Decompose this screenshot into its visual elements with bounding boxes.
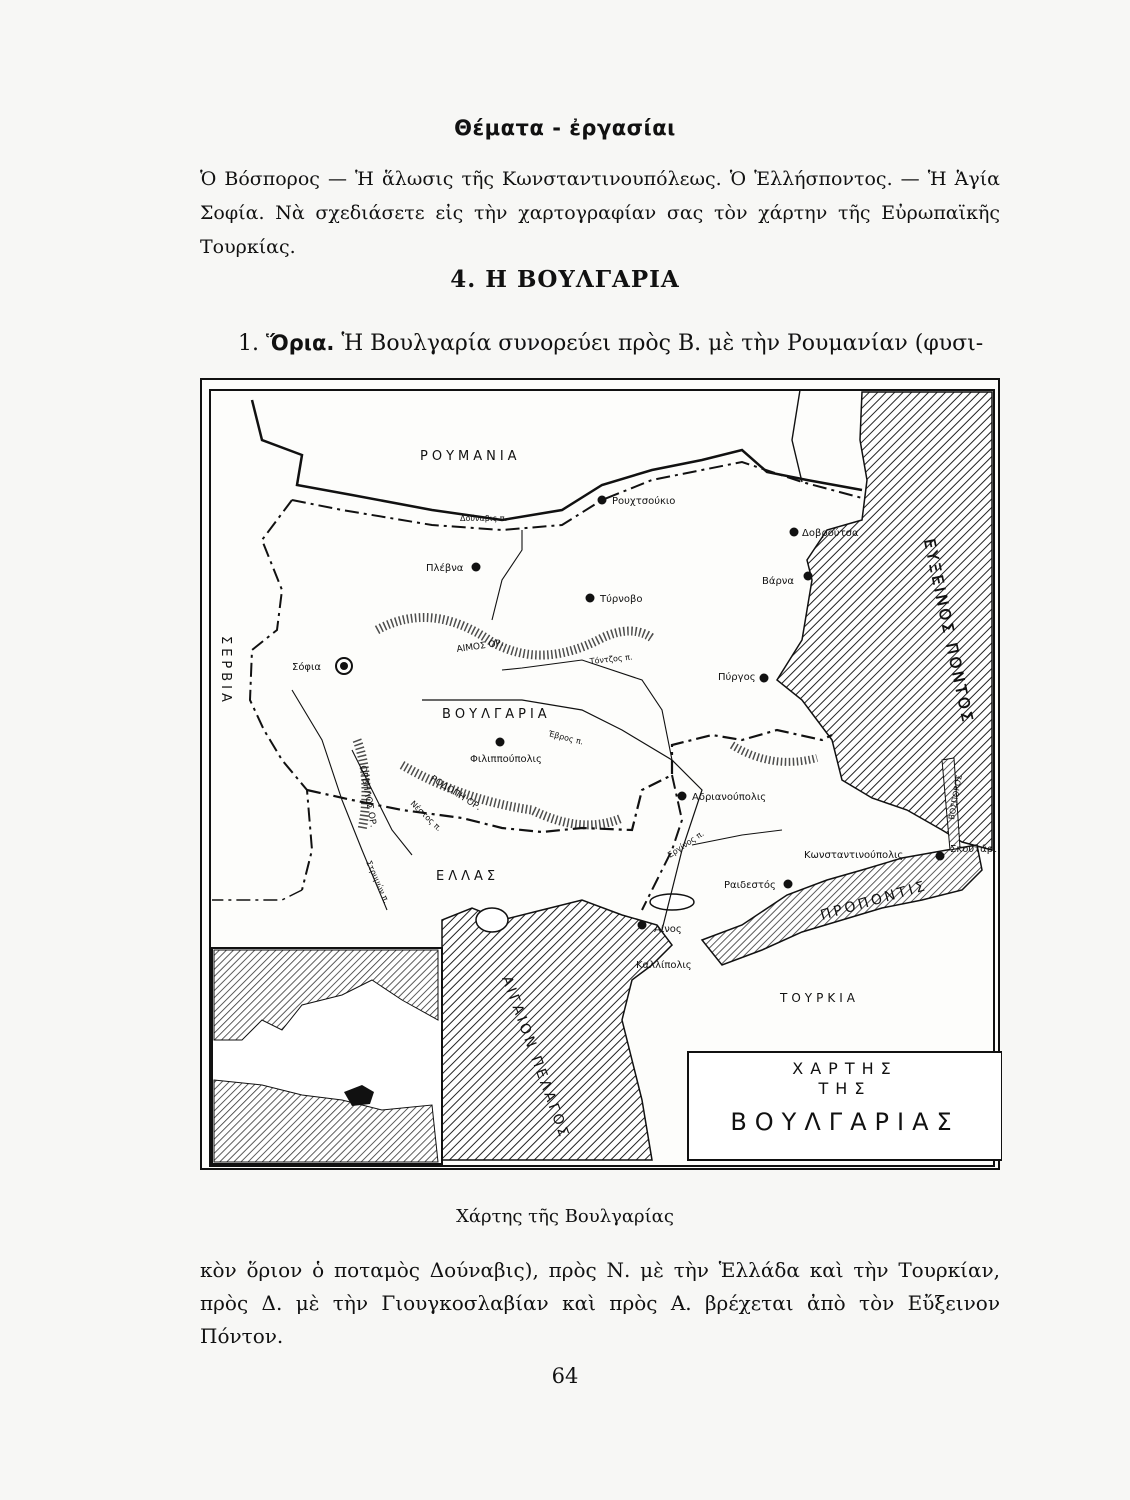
city-marker <box>638 921 647 930</box>
city-marker <box>804 572 813 581</box>
label-constantinople: Κωνσταντινούπολις <box>804 850 904 861</box>
label-tarnovo: Τύρνοβο <box>600 594 643 605</box>
serbia-greece-border <box>212 890 302 900</box>
label-sofia: Σόφια <box>292 662 322 673</box>
haemus-mountains <box>377 618 652 656</box>
romania-border-line <box>792 390 802 482</box>
label-evros: Έβρος π. <box>547 729 585 747</box>
label-adrianople: Αδριανούπολις <box>692 792 767 803</box>
city-marker <box>678 792 687 801</box>
label-haemus: ΑΙΜΟΣ ΟΡ. <box>456 638 505 655</box>
exercises-text: Ὁ Βόσπορος — Ἡ ἅλωσις τῆς Κωνσταντινουπόλεως. Ὁ Ἑλλήσποντος. — Ἡ Ἁγία Σοφία. Νὰ σχεδιάσετε εἰς τὴν χαρτογραφίαν σας τὸν χάρτην τῆς Εὐρωπαϊκῆς Τουρκίας. <box>200 168 1000 258</box>
city-marker <box>472 563 481 572</box>
city-marker <box>586 594 595 603</box>
label-burgas: Πύργος <box>718 672 756 683</box>
erginos-river <box>692 830 782 845</box>
label-plovdiv: Φιλιππούπολις <box>470 754 542 765</box>
section-number: 1. <box>238 331 259 356</box>
city-marker <box>760 674 769 683</box>
label-rodosto: Ραιδεστός <box>724 880 776 891</box>
label-orbelos: ΟΡΒΗΛΟΣ ΟΡ. <box>357 764 378 829</box>
label-marmara: ΠΡΟΠΟΝΤΙΣ <box>818 877 930 924</box>
strandzha-mountains <box>732 745 817 762</box>
label-bosporus: ΒΟΣΠΟΡΟΣ <box>947 774 964 821</box>
label-erginos: Εργίνος π. <box>666 828 706 860</box>
label-varna: Βάρνα <box>762 576 794 587</box>
exercises-title: Θέματα - ἐργασίαι <box>454 116 676 140</box>
borders-paragraph <box>238 326 1018 361</box>
bulgaria-serbia-border <box>250 500 312 890</box>
island <box>650 894 694 910</box>
label-black-sea: ΕΥΞΕΙΝΟΣ ΠΟΝΤΟΣ <box>920 537 977 726</box>
city-marker <box>784 880 793 889</box>
label-ruse: Ρουχτσούκιο <box>612 496 676 507</box>
greece-turkey-border <box>642 775 682 910</box>
section-heading: Ὅρια. <box>266 331 335 355</box>
yantra-river <box>492 530 522 620</box>
capital-marker <box>340 662 348 670</box>
map-title-line2: ΤΗΣ <box>818 1079 872 1098</box>
label-rhodope: ΡΟΔΟΠΗ ΟΡ. <box>428 774 483 814</box>
city-marker <box>598 496 607 505</box>
label-pleven: Πλέβνα <box>426 563 464 574</box>
label-greece: ΕΛΛΑΣ <box>436 869 500 884</box>
city-marker <box>790 528 799 537</box>
bulgaria-romania-border <box>292 462 862 530</box>
map-title-line1: ΧΑΡΤΗΣ <box>792 1059 898 1078</box>
borders-continuation: κὸν ὅριον ὁ ποταμὸς Δούναβις), πρὸς Ν. μὲ τὴν Ἑλλάδα καὶ τὴν Τουρκίαν, πρὸς Δ. μὲ τὴν Γιουγκοσλαβίαν καὶ πρὸς Α. βρέχεται ἀπὸ τὸν Εὔξεινον Πόντον. <box>200 1258 1000 1348</box>
label-scutari: Σκουτάρι <box>950 844 997 855</box>
city-marker <box>936 852 945 861</box>
map-drawing <box>202 380 1002 1172</box>
label-nestos: Νέστος π. <box>408 798 444 834</box>
label-ainos: Αίνος <box>654 924 682 935</box>
label-strymon: Στρυμών π. <box>364 859 392 905</box>
label-serbia: ΣΕΡΒΙΑ <box>218 636 233 706</box>
city-marker <box>496 738 505 747</box>
page-number: 64 <box>551 1364 579 1388</box>
label-gallipoli: Καλλίπολις <box>636 960 692 971</box>
danube-river <box>252 400 862 520</box>
borders-text: Ἡ Βουλγαρία συνορεύει πρὸς Β. μὲ τὴν Ρουμανίαν (φυσι- <box>341 331 984 356</box>
chapter-title: 4. Η ΒΟΥΛΓΑΡΙΑ <box>450 266 680 293</box>
label-tundzha: Τόντζος π. <box>589 652 633 666</box>
label-danube: Δούναβις π. <box>460 514 508 523</box>
label-dobrudja: Δοβρούτσα <box>802 528 859 539</box>
label-romania: ΡΟΥΜΑΝΙΑ <box>420 449 521 464</box>
label-bulgaria: ΒΟΥΛΓΑΡΙΑ <box>442 707 551 722</box>
label-turkey: ΤΟΥΡΚΙΑ <box>780 991 859 1005</box>
label-aegean: ΑΙΓΑΙΟΝ ΠΕΛΑΓΟΣ <box>498 973 573 1142</box>
map-title-line3: ΒΟΥΛΓΑΡΙΑΣ <box>730 1108 960 1136</box>
map-of-bulgaria <box>200 378 1000 1170</box>
map-caption: Χάρτης τῆς Βουλγαρίας <box>456 1206 674 1227</box>
island <box>476 908 508 932</box>
